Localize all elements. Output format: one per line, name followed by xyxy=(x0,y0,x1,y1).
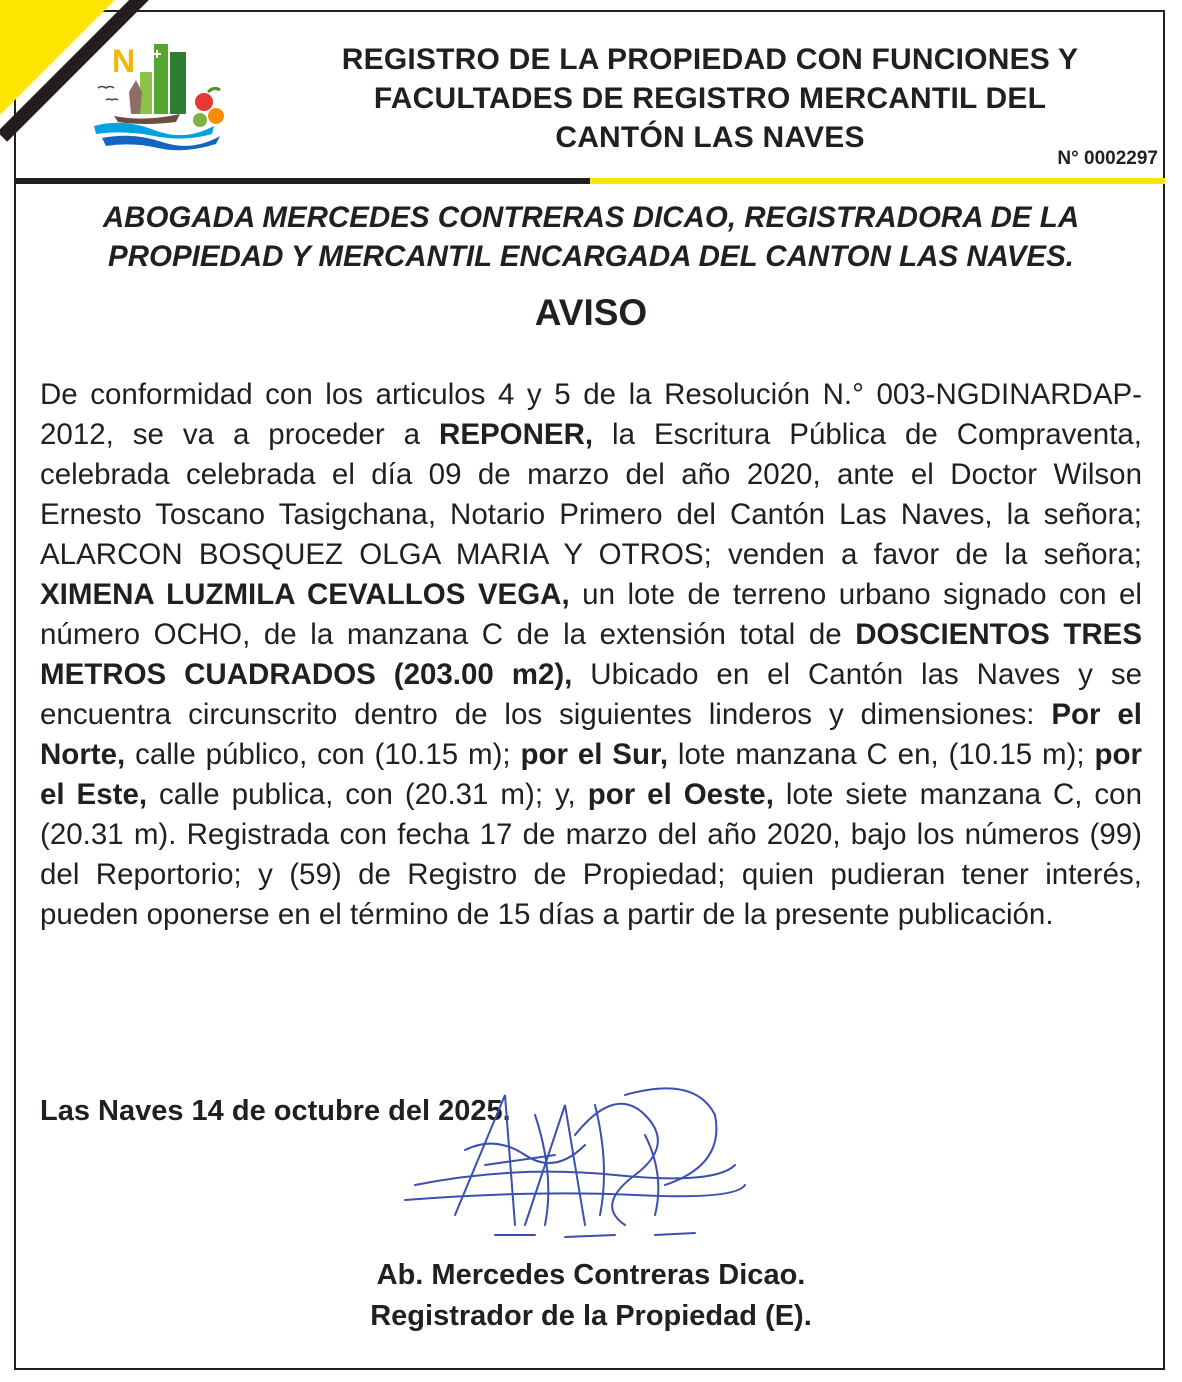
body-text-segment: calle publica, con (20.31 m); y, xyxy=(147,778,588,811)
body-bold-segment: por el Sur, xyxy=(520,738,669,771)
body-text-segment: un lote de terreno urbano signado con el número OCHO, de la manzana C de la extensión total de xyxy=(40,578,1142,651)
body-bold-segment: Por el Norte, xyxy=(40,698,1142,771)
signatory-name: Ab. Mercedes Contreras Dicao. xyxy=(376,1259,806,1291)
body-text-segment: lote manzana C en, (10.15 m); xyxy=(668,738,1095,771)
handwritten-signature xyxy=(395,1075,765,1245)
notice-body xyxy=(40,375,1142,935)
body-bold-segment: DOSCIENTOS TRES METROS CUADRADOS (203.00 m2), xyxy=(40,618,1143,691)
body-text-segment: calle público, con (10.15 m); xyxy=(125,738,521,771)
body-bold-segment: XIMENA LUZMILA CEVALLOS VEGA, xyxy=(40,578,570,611)
notice-title: AVISO xyxy=(534,292,648,333)
document-number: N° 0002297 xyxy=(1057,148,1158,169)
body-bold-segment: REPONER, xyxy=(439,418,594,451)
header-divider-yellow xyxy=(590,178,1165,184)
body-text-segment: la Escritura Pública de Compraventa, celebrada celebrada el día 09 de marzo del año 2020, ante el Doctor Wilson Ernesto Toscano Tasigchana, Notario Primero del Cantón Las Naves, la señora; ALARCON BOSQUEZ OLGA MARIA Y OTROS; venden a favor de la señora; xyxy=(40,418,1142,571)
registry-title-line: CANTÓN LAS NAVES xyxy=(555,121,865,154)
registrar-heading: ABOGADA MERCEDES CONTRERAS DICAO, REGISTRADORA DE LA PROPIEDAD Y MERCANTIL ENCARGADA DEL CANTON LAS NAVES. xyxy=(102,201,1080,273)
svg-text:N: N xyxy=(112,43,136,79)
body-bold-segment: por el Este, xyxy=(40,738,1143,811)
signatory-role: Registrador de la Propiedad (E). xyxy=(370,1300,812,1332)
registry-title xyxy=(270,40,1150,157)
header-divider-dark xyxy=(14,178,590,184)
place-date: Las Naves 14 de octubre del 2025. xyxy=(40,1095,511,1127)
registry-title-line: FACULTADES DE REGISTRO MERCANTIL DEL xyxy=(373,82,1047,115)
body-bold-segment: por el Oeste, xyxy=(587,778,774,811)
body-text-segment: De conformidad con los articulos 4 y 5 de la Resolución N.° 003-NGDINARDAP-2012, se va a proceder a xyxy=(40,378,1142,451)
body-text-segment: lote siete manzana C, con (20.31 m). Registrada con fecha 17 de marzo del año 2020, bajo los números (99) del Reportorio; y (59) de Registro de Propiedad; quien pudieran tener interés, pueden oponerse en el término de 15 días a partir de la presente publicación. xyxy=(40,778,1142,931)
las-naves-logo-icon xyxy=(84,22,234,172)
registry-title-line: REGISTRO DE LA PROPIEDAD CON FUNCIONES Y xyxy=(341,43,1079,76)
signatory-block xyxy=(0,1255,1182,1337)
body-text-segment: Ubicado en el Cantón las Naves y se encuentra circunscrito dentro de los siguientes linderos y dimensiones: xyxy=(40,658,1142,731)
